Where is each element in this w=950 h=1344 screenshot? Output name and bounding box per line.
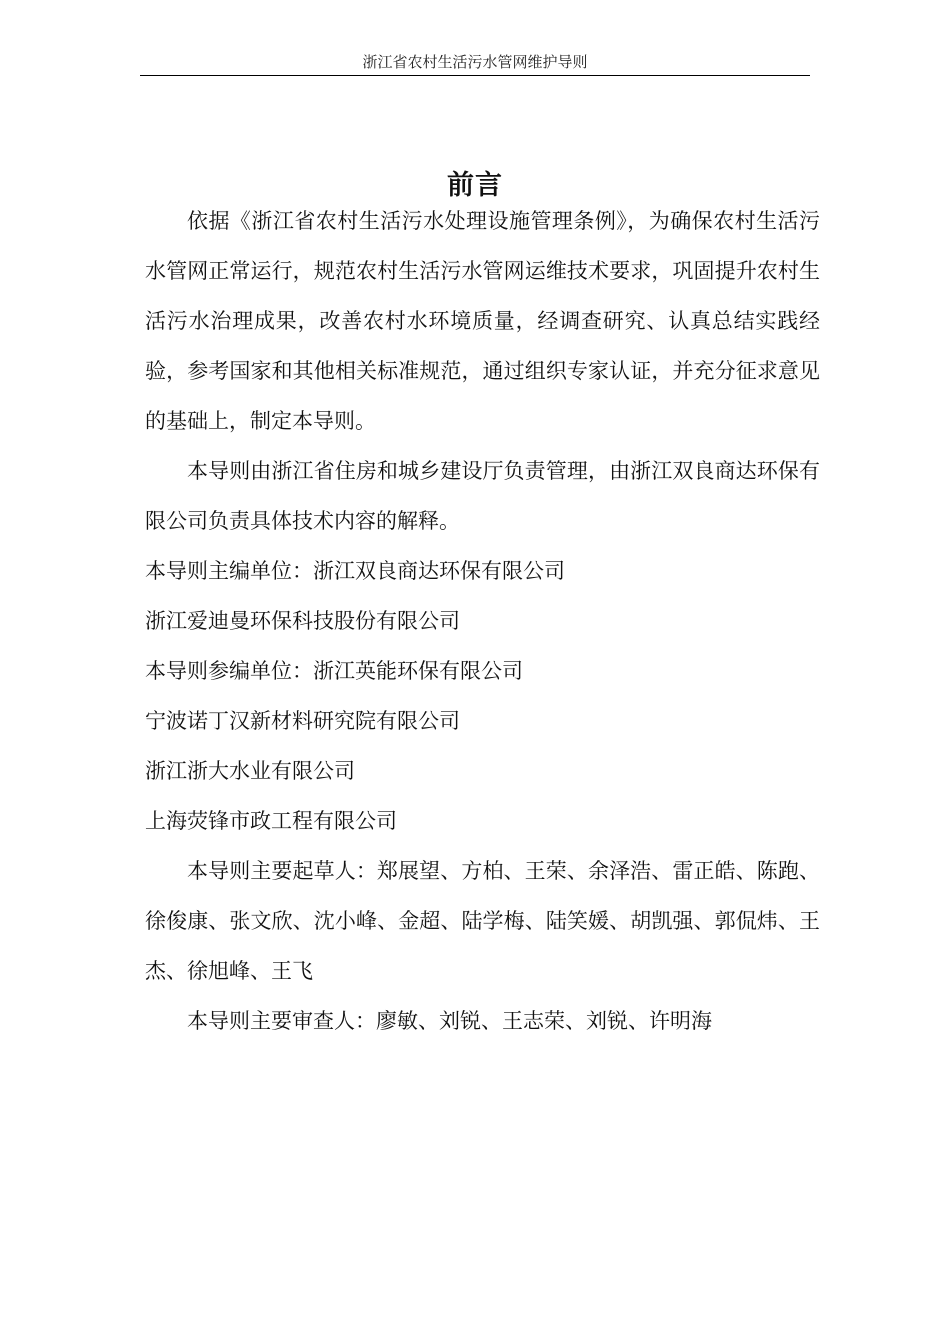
participating-editor-unit: 浙江浙大水业有限公司 (145, 759, 355, 783)
participating-editor-unit: 上海荧锋市政工程有限公司 (145, 809, 397, 833)
paragraph-management: 本导则由浙江省住房和城乡建设厅负责管理，由浙江双良商达环保有限公司负责具体技术内容的解释。 (145, 459, 820, 533)
participating-editor-label: 本导则参编单位： (145, 659, 313, 683)
participating-editor-unit: 宁波诺丁汉新材料研究院有限公司 (145, 709, 460, 733)
chief-editor-unit: 浙江双良商达环保有限公司 (313, 559, 565, 583)
paragraph-basis: 依据《浙江省农村生活污水处理设施管理条例》，为确保农村生活污水管网正常运行，规范农村生活污水管网运维技术要求，巩固提升农村生活污水治理成果，改善农村水环境质量，经调查研究、认真总结实践经验，参考国家和其他相关标准规范，通过组织专家认证，并充分征求意见的基础上，制定本导则。 (145, 209, 820, 433)
reviewers-paragraph: 本导则主要审查人：廖敏、刘锐、王志荣、刘锐、许明海 (187, 1009, 712, 1033)
chief-editor-unit: 浙江爱迪曼环保科技股份有限公司 (145, 609, 460, 633)
running-header: 浙江省农村生活污水管网维护导则 (362, 53, 588, 71)
document-body (145, 196, 820, 1046)
chief-editor-label: 本导则主编单位： (145, 559, 313, 583)
chief-editor-line (145, 546, 820, 596)
participating-editor-line (145, 646, 820, 696)
header-rule (140, 75, 810, 76)
participating-editor-unit: 浙江英能环保有限公司 (313, 659, 523, 683)
page-title: 前言 (447, 170, 503, 202)
drafters-paragraph: 本导则主要起草人：郑展望、方柏、王荣、余泽浩、雷正皓、陈跑、徐俊康、张文欣、沈小峰、金超、陆学梅、陆笑媛、胡凯强、郭侃炜、王杰、徐旭峰、王飞 (145, 859, 820, 983)
